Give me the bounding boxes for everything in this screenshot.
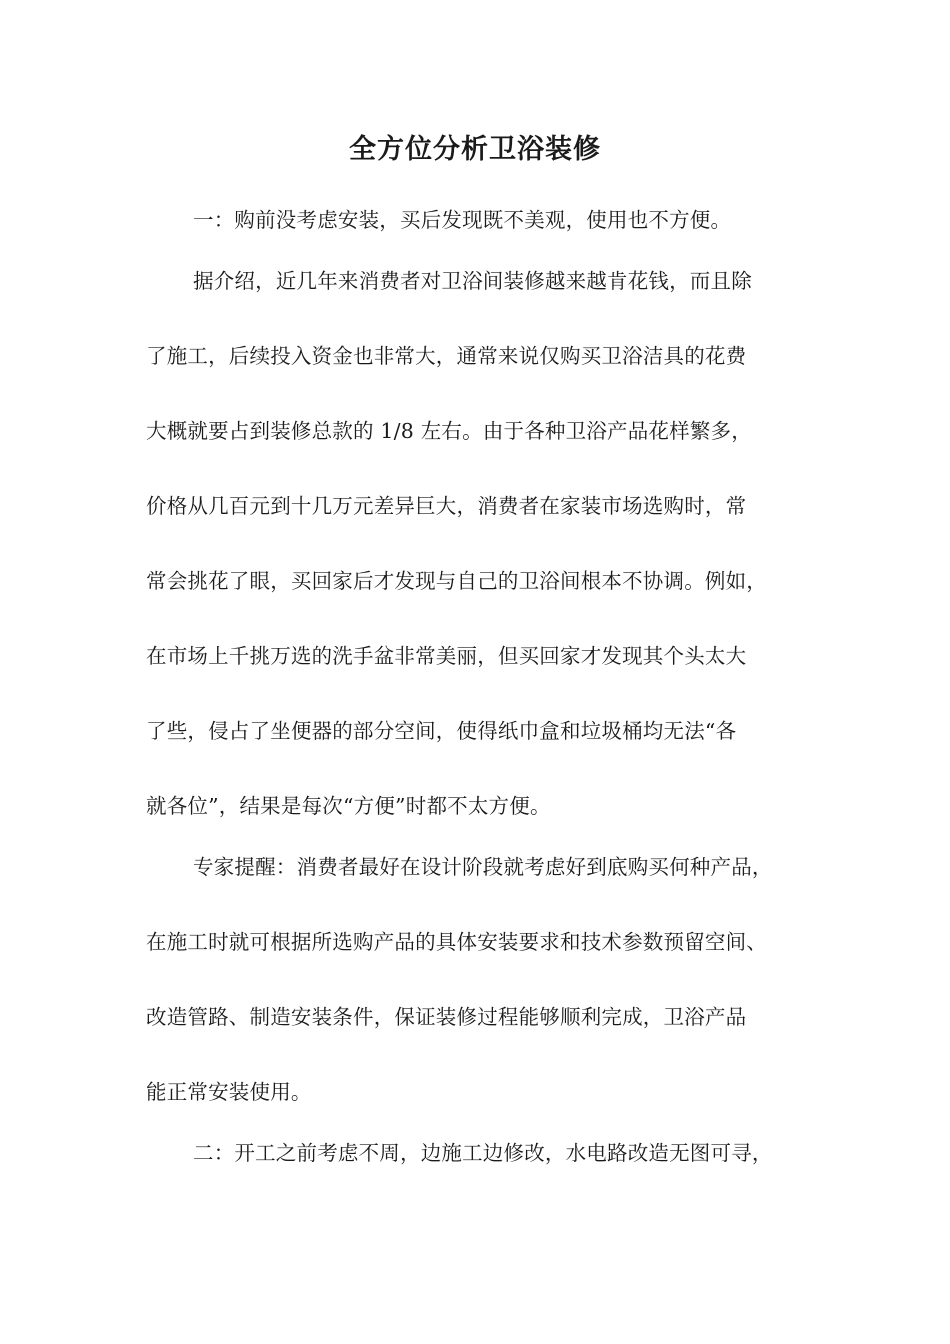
heading-one: 一：购前没考虑安装，买后发现既不美观，使用也不方便。	[193, 208, 732, 232]
paragraph-line: 就各位”，结果是每次“方便”时都不太方便。	[146, 794, 551, 818]
paragraph-line: 在市场上千挑万选的洗手盆非常美丽，但买回家才发现其个头太大	[146, 644, 747, 668]
paragraph-line: 常会挑花了眼，买回家后才发现与自己的卫浴间根本不协调。例如，	[146, 569, 767, 593]
paragraph-line: 大概就要占到装修总款的 1/8 左右。由于各种卫浴产品花样繁多，	[146, 419, 752, 443]
expert-tip-line: 改造管路、制造安装条件，保证装修过程能够顺利完成，卫浴产品	[146, 1005, 747, 1029]
paragraph-line: 了施工，后续投入资金也非常大，通常来说仅购买卫浴洁具的花费	[146, 344, 747, 368]
expert-tip-line: 能正常安装使用。	[146, 1080, 312, 1104]
paragraph-line: 了些，侵占了坐便器的部分空间，使得纸巾盒和垃圾桶均无法“各	[146, 719, 737, 743]
paragraph-line: 据介绍，近几年来消费者对卫浴间装修越来越肯花钱，而且除	[193, 269, 752, 293]
expert-tip-line: 在施工时就可根据所选购产品的具体安装要求和技术参数预留空间、	[146, 930, 767, 954]
paragraph-line: 价格从几百元到十几万元差异巨大，消费者在家装市场选购时，常	[146, 494, 747, 518]
expert-tip-line: 专家提醒：消费者最好在设计阶段就考虑好到底购买何种产品，	[193, 855, 773, 879]
document-title: 全方位分析卫浴装修	[349, 134, 601, 165]
heading-two: 二：开工之前考虑不周，边施工边修改，水电路改造无图可寻，	[193, 1141, 773, 1165]
